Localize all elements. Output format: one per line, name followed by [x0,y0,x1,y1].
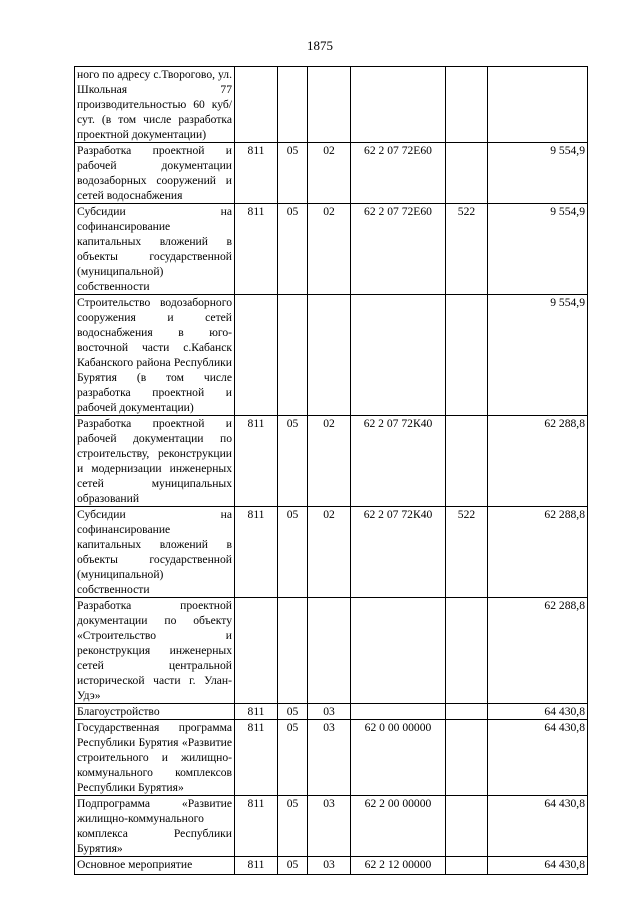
row-name: Благоустройство [75,704,235,720]
row-name: Подпрограмма «Развитие жилищно-коммунального комплекса Республики Бурятия» [75,796,235,857]
row-section-code: 05 [278,204,308,295]
row-target-code: 62 0 00 00000 [351,720,446,796]
row-subsection-code: 03 [308,704,351,720]
row-ministry-code: 811 [235,857,278,875]
row-name: Субсидии на софинансирование капитальных вложений в объекты государственной (муниципальной) собственности [75,507,235,598]
table-row [75,416,588,507]
row-target-code: 62 2 12 00000 [351,857,446,875]
row-ministry-code: 811 [235,507,278,598]
table-row [75,143,588,204]
row-amount: 9 554,9 [488,295,588,416]
row-section-code: 05 [278,416,308,507]
page-number: 1875 [307,38,333,53]
row-subsection-code [308,598,351,704]
table-row [75,796,588,857]
row-subsection-code: 02 [308,507,351,598]
table-body [75,67,588,875]
row-target-code: 62 2 07 72Е60 [351,143,446,204]
budget-table [74,66,588,875]
row-section-code: 05 [278,507,308,598]
row-target-code [351,295,446,416]
row-subsection-code [308,67,351,143]
table-row [75,507,588,598]
row-ministry-code: 811 [235,704,278,720]
row-target-code [351,67,446,143]
table-row [75,598,588,704]
table-row [75,67,588,143]
row-expense-type-code: 522 [446,204,488,295]
row-amount: 62 288,8 [488,598,588,704]
row-expense-type-code [446,143,488,204]
row-amount: 64 430,8 [488,796,588,857]
row-section-code: 05 [278,720,308,796]
row-subsection-code: 02 [308,204,351,295]
row-name: ного по адресу с.Творогово, ул. Школьная 77 производительностью 60 куб/сут. (в том числе разработка проектной документации) [75,67,235,143]
row-amount: 62 288,8 [488,507,588,598]
row-target-code: 62 2 00 00000 [351,796,446,857]
row-subsection-code [308,295,351,416]
row-section-code [278,295,308,416]
row-name: Разработка проектной и рабочей документации водозаборных сооружений и сетей водоснабжения [75,143,235,204]
row-amount: 64 430,8 [488,857,588,875]
row-subsection-code: 03 [308,720,351,796]
row-target-code [351,598,446,704]
row-amount: 64 430,8 [488,720,588,796]
row-expense-type-code [446,720,488,796]
row-expense-type-code [446,295,488,416]
row-target-code [351,704,446,720]
row-name: Субсидии на софинансирование капитальных вложений в объекты государственной (муниципальной) собственности [75,204,235,295]
row-ministry-code: 811 [235,416,278,507]
row-subsection-code: 03 [308,857,351,875]
table-row [75,704,588,720]
row-section-code [278,598,308,704]
row-ministry-code: 811 [235,204,278,295]
row-ministry-code: 811 [235,796,278,857]
row-section-code: 05 [278,143,308,204]
row-amount: 9 554,9 [488,204,588,295]
table-row [75,857,588,875]
row-target-code: 62 2 07 72К40 [351,507,446,598]
row-ministry-code: 811 [235,720,278,796]
row-section-code [278,67,308,143]
row-ministry-code [235,295,278,416]
row-name: Разработка проектной и рабочей документации по строительству, реконструкции и модернизации инженерных сетей муниципальных образований [75,416,235,507]
row-ministry-code: 811 [235,143,278,204]
row-expense-type-code [446,67,488,143]
row-name: Разработка проектной документации по объекту «Строительство и реконструкция инженерных сетей центральной исторической части г. Улан-Удэ» [75,598,235,704]
row-subsection-code: 02 [308,416,351,507]
row-subsection-code: 02 [308,143,351,204]
row-name: Государственная программа Республики Бурятия «Развитие строительного и жилищно-коммунального комплексов Республики Бурятия» [75,720,235,796]
row-section-code: 05 [278,796,308,857]
row-expense-type-code [446,857,488,875]
row-amount: 9 554,9 [488,143,588,204]
row-expense-type-code: 522 [446,507,488,598]
row-name: Строительство водозаборного сооружения и сетей водоснабжения в юго-восточной части с.Кабанск Кабанского района Республики Бурятия (в том числе разработка проектной и рабочей документации) [75,295,235,416]
row-expense-type-code [446,416,488,507]
row-target-code: 62 2 07 72Е60 [351,204,446,295]
row-ministry-code [235,598,278,704]
row-name: Основное мероприятие [75,857,235,875]
row-section-code: 05 [278,704,308,720]
row-ministry-code [235,67,278,143]
row-amount [488,67,588,143]
row-amount: 64 430,8 [488,704,588,720]
row-expense-type-code [446,796,488,857]
table-row [75,204,588,295]
table-row [75,720,588,796]
row-subsection-code: 03 [308,796,351,857]
row-expense-type-code [446,598,488,704]
row-target-code: 62 2 07 72К40 [351,416,446,507]
row-expense-type-code [446,704,488,720]
row-amount: 62 288,8 [488,416,588,507]
table-row [75,295,588,416]
row-section-code: 05 [278,857,308,875]
